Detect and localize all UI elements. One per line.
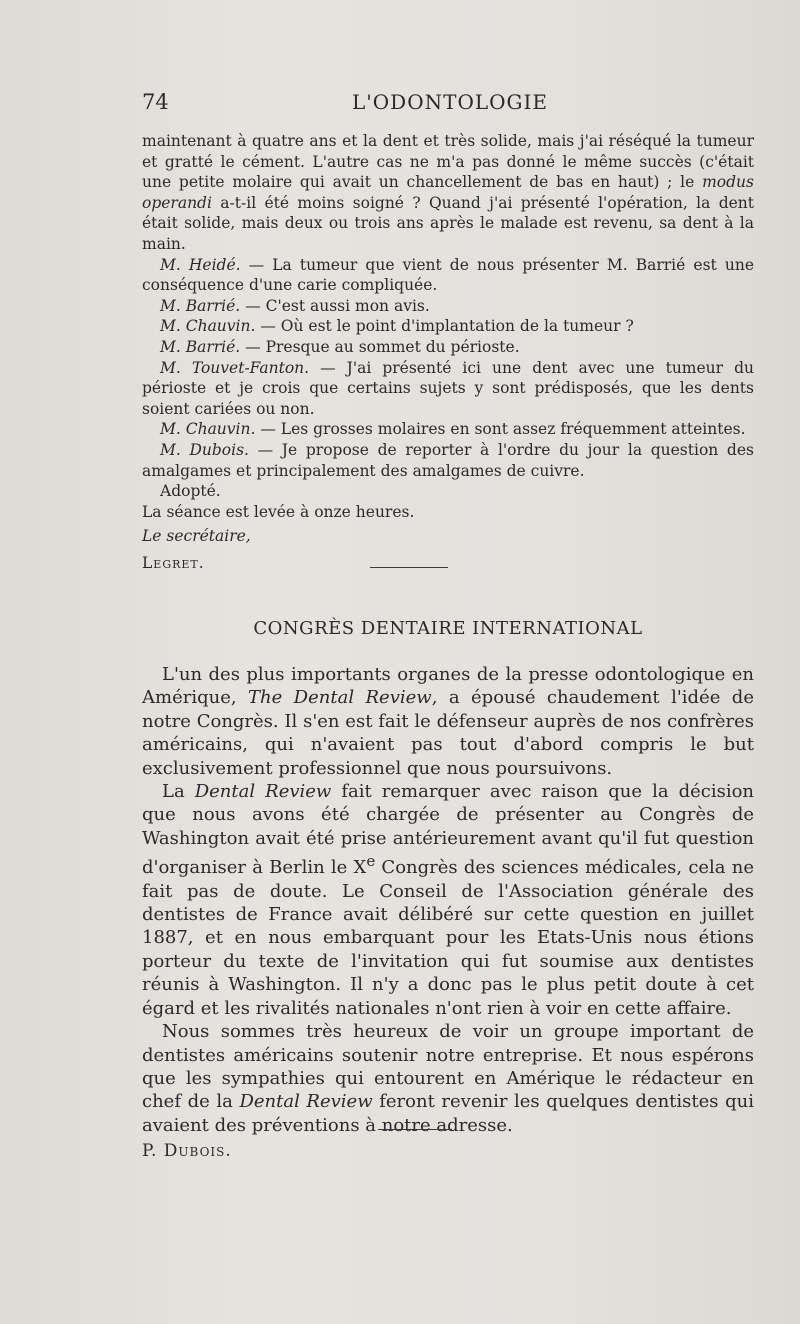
journal-title: Dental Review [239,1091,373,1113]
article-paragraph [142,780,754,1020]
superscript: e [366,852,376,871]
speech-text: — Je propose de reporter à l'ordre du jour la question des amalgames et principalement des amalgames de cuivre. [142,440,754,480]
minutes-paragraph [142,440,754,481]
speech-text: — La tumeur que vient de nous présenter M. Barrié est une conséquence d'une carie compliquée. [142,255,754,295]
article-author: P. Dubois. [142,1141,232,1162]
speaker-name: M. Chauvin. [160,317,256,336]
minutes-paragraph [142,419,754,440]
minutes-paragraph [142,255,754,296]
speaker-name: M. Barrié. [160,337,241,356]
speaker-name: M. Heidé. [160,255,241,274]
speaker-name: M. Chauvin. [160,420,256,439]
section-divider [370,567,448,568]
page-header [142,90,754,120]
minutes-paragraph [142,316,754,337]
text-run: Congrès des sciences médicales, cela ne fait pas de doute. Le Conseil de l'Association générale des dentistes de France avait délibéré sur cette question en juillet 1887, et en nous embarquant pour les Etats-Unis nous étions porteur du texte de l'invitation qui fut soumise aux dentistes réunis à Washington. Il n'y a donc pas le plus petit doute à cet égard et les rivalités nationales n'ont rien à voir en cette affaire. [142,857,754,1019]
minutes-adopted: Adopté. [160,482,221,501]
minutes-closing: La séance est levée à onze heures. [142,502,415,521]
minutes-paragraph [142,337,754,358]
text-run: L'un des plus importants organes de la presse odontologique en Amérique, [142,664,754,709]
text-run: feront revenir les quelques dentistes qui avaient des préventions à notre adresse. [142,1091,754,1136]
text-run: a-t-il été moins soigné ? Quand j'ai présenté l'opération, la dent était solide, mais deux ou trois ans après le malade est revenu, sa dent à la main. [142,193,754,253]
speech-text: — Où est le point d'implantation de la tumeur ? [255,317,634,336]
speech-text: — C'est aussi mon avis. [240,296,430,315]
italic-term: modus operandi [142,173,754,212]
end-divider [378,1129,452,1130]
speech-text: — Les grosses molaires en sont assez fréquemment atteintes. [255,420,746,439]
speech-text: — Presque au sommet du périoste. [240,337,520,356]
article-paragraph [142,1020,754,1137]
minutes-paragraph [142,296,754,317]
text-run: maintenant à quatre ans et la dent et très solide, mais j'ai réséqué la tumeur et gratté le cément. L'autre cas ne m'a pas donné le même succès (c'était une petite molaire qui avait un chancellement de bas en haut) ; le [142,132,754,192]
minutes-paragraph [142,358,754,420]
speech-text: — J'ai présenté ici une dent avec une tumeur du périoste et je crois que certains sujets y sont prédisposés, que les dents soient cariées ou non. [142,358,754,418]
speaker-name: M. Dubois. [160,440,249,459]
journal-title: The Dental Review [248,687,432,709]
article-paragraph [142,663,754,780]
signature-role: Le secrétaire, [142,527,251,546]
text-run: , a épousé chaudement l'idée de notre Congrès. Il s'en est fait le défenseur auprès de nos confrères américains, qui n'avaient pas tout d'abord compris le but exclusivement professionnel que nous poursuivons. [142,687,754,779]
page-number: 74 [142,90,169,114]
text-run: fait remarquer avec raison que la décision que nous avons été chargée de présenter au Congrès de Washington avait été prise antérieurement avant qu'il fut question d'organiser à Berlin le X [142,781,755,879]
signature-name: Legret. [142,554,205,573]
text-run: La [162,781,195,803]
speaker-name: M. Barrié. [160,296,241,315]
article-body [142,663,754,1165]
speaker-name: M. Touvet-Fanton. [160,358,310,377]
journal-title: Dental Review [194,781,332,803]
text-run: Nous sommes très heureux de voir un groupe important de dentistes américains soutenir notre entreprise. Et nous espérons que les sympathies qui entourent en Amérique le rédacteur en chef de la [142,1021,754,1113]
section-title: CONGRÈS DENTAIRE INTERNATIONAL [253,618,643,639]
running-title: L'ODONTOLOGIE [352,90,548,114]
minutes-paragraph [142,131,754,255]
meeting-minutes [142,131,754,576]
